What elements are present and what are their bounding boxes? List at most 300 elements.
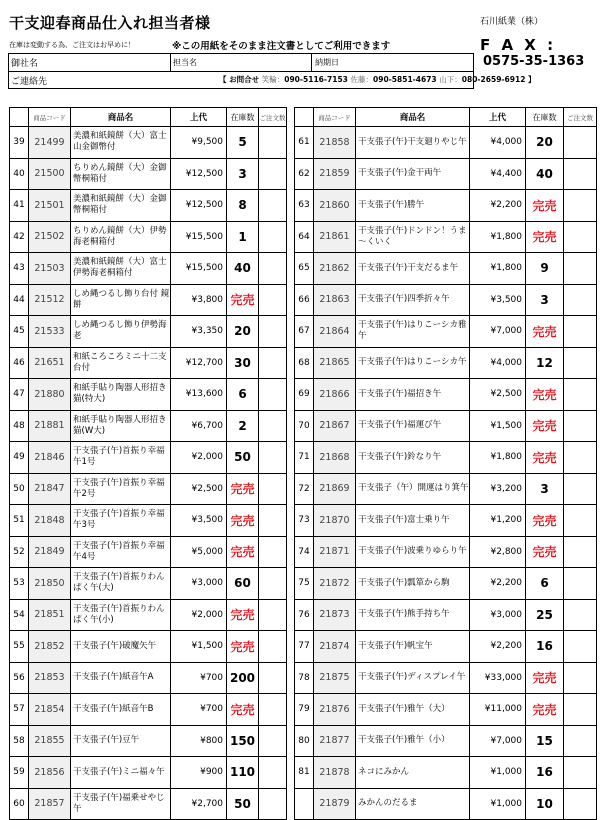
product-code: 21877 <box>314 725 356 757</box>
order-quantity-cell[interactable] <box>259 253 287 285</box>
stock-count: 完売 <box>526 694 564 726</box>
row-number: 65 <box>295 253 314 285</box>
product-price: ¥1,000 <box>470 757 526 789</box>
row-number: 43 <box>10 253 29 285</box>
product-name: 干支張子(午)福乗せやじ午 <box>71 788 171 820</box>
stock-count: 40 <box>526 158 564 190</box>
product-code: 21853 <box>29 662 71 694</box>
table-row <box>10 725 287 757</box>
stock-count: 完売 <box>526 190 564 222</box>
table-row <box>295 662 597 694</box>
product-price: ¥7,000 <box>470 316 526 348</box>
stock-notice: 在庫は変動する為、ご注文はお早めに！ <box>9 41 135 49</box>
product-name: 干支張子(午)福運び午 <box>356 410 470 442</box>
table-row <box>10 253 287 285</box>
contact-info <box>219 74 536 85</box>
stock-count: 40 <box>227 253 259 285</box>
stock-count: 完売 <box>526 442 564 474</box>
info-divider <box>170 54 171 71</box>
stock-count: 完売 <box>526 410 564 442</box>
row-number: 72 <box>295 473 314 505</box>
product-code: 21502 <box>29 221 71 253</box>
order-quantity-cell[interactable] <box>259 757 287 789</box>
contact-phone: 090-5116-7153 <box>284 75 348 84</box>
order-quantity-cell[interactable] <box>564 599 597 631</box>
order-quantity-cell[interactable] <box>259 568 287 600</box>
product-price: ¥1,800 <box>470 221 526 253</box>
product-price: ¥1,500 <box>470 410 526 442</box>
stock-count: 完売 <box>227 599 259 631</box>
date-field-label: 納期日 <box>315 58 339 67</box>
order-quantity-cell[interactable] <box>564 662 597 694</box>
product-code: 21533 <box>29 316 71 348</box>
product-price: ¥33,000 <box>470 662 526 694</box>
order-quantity-cell[interactable] <box>259 379 287 411</box>
product-name: 干支張子(午)雅午（小） <box>356 725 470 757</box>
product-name: 干支張子(午)干支だるま午 <box>356 253 470 285</box>
row-number: 50 <box>10 473 29 505</box>
stock-count: 16 <box>526 631 564 663</box>
row-number: 57 <box>10 694 29 726</box>
order-quantity-cell[interactable] <box>564 379 597 411</box>
order-quantity-cell[interactable] <box>259 127 287 159</box>
stock-count: 12 <box>526 347 564 379</box>
order-quantity-cell[interactable] <box>564 725 597 757</box>
product-code: 21851 <box>29 599 71 631</box>
stock-count: 3 <box>526 284 564 316</box>
product-name: 干支張子(午)四季折々午 <box>356 284 470 316</box>
product-price: ¥15,500 <box>171 253 227 285</box>
row-number: 53 <box>10 568 29 600</box>
product-code: 21881 <box>29 410 71 442</box>
product-name: ちりめん鏡餅（大）伊勢海老桐箱付 <box>71 221 171 253</box>
company-field-label: 御社名 <box>11 59 39 69</box>
product-table-right <box>294 107 597 820</box>
order-form-notice: ※この用紙をそのまま注文書としてご利用できます <box>172 41 391 52</box>
product-code: 21874 <box>314 631 356 663</box>
contact-name: 笑輪： <box>261 75 285 84</box>
table-row <box>10 158 287 190</box>
stock-count: 完売 <box>526 505 564 537</box>
order-quantity-cell[interactable] <box>564 158 597 190</box>
row-number: 47 <box>10 379 29 411</box>
stock-count: 完売 <box>227 284 259 316</box>
table-row <box>10 599 287 631</box>
product-code: 21854 <box>29 694 71 726</box>
table-row <box>295 694 597 726</box>
product-name: 美濃和紙鏡餅（大）富士山金御幣付 <box>71 127 171 159</box>
product-price: ¥2,500 <box>171 473 227 505</box>
row-number: 70 <box>295 410 314 442</box>
fax-number: 0575-35-1363 <box>483 54 585 69</box>
order-quantity-cell[interactable] <box>259 190 287 222</box>
stock-count: 110 <box>227 757 259 789</box>
product-code: 21858 <box>314 127 356 159</box>
table-row <box>10 190 287 222</box>
product-code: 21862 <box>314 253 356 285</box>
person-field-label: 担当名 <box>173 58 197 67</box>
order-quantity-cell[interactable] <box>564 536 597 568</box>
product-name: 和紙手貼り陶器人形招き猫(W大) <box>71 410 171 442</box>
table-row <box>10 410 287 442</box>
product-code: 21870 <box>314 505 356 537</box>
stock-count: 50 <box>227 788 259 820</box>
stock-count: 10 <box>526 788 564 820</box>
row-number: 48 <box>10 410 29 442</box>
product-code: 21880 <box>29 379 71 411</box>
product-price: ¥700 <box>171 662 227 694</box>
table-row <box>295 347 597 379</box>
product-name: 美濃和紙鏡餅（大）金御幣桐箱付 <box>71 190 171 222</box>
product-name: 干支張子(午)はりこーシカ午 <box>356 347 470 379</box>
table-row <box>295 568 597 600</box>
product-code: 21848 <box>29 505 71 537</box>
table-row <box>10 316 287 348</box>
row-number: 67 <box>295 316 314 348</box>
stock-count: 15 <box>526 725 564 757</box>
table-row <box>295 127 597 159</box>
product-code: 21863 <box>314 284 356 316</box>
product-price: ¥4,000 <box>470 127 526 159</box>
product-code: 21857 <box>29 788 71 820</box>
product-price: ¥15,500 <box>171 221 227 253</box>
product-name: 干支張子(午)紙音午A <box>71 662 171 694</box>
product-name: 干支張子（午）開運はり箕午 <box>356 473 470 505</box>
contact-name: 佐藤： <box>350 75 374 84</box>
product-code: 21503 <box>29 253 71 285</box>
product-code: 21864 <box>314 316 356 348</box>
product-code: 21866 <box>314 379 356 411</box>
product-code: 21869 <box>314 473 356 505</box>
product-name: 干支張子(午)首振り幸福午2号 <box>71 473 171 505</box>
product-price: ¥800 <box>171 725 227 757</box>
product-name: 干支張子(午)破魔矢午 <box>71 631 171 663</box>
row-number: 60 <box>10 788 29 820</box>
product-name: 干支張子(午)はりこーシカ雅午 <box>356 316 470 348</box>
row-number: 49 <box>10 442 29 474</box>
product-price: ¥12,700 <box>171 347 227 379</box>
product-price: ¥12,500 <box>171 158 227 190</box>
fax-label: F A X : <box>480 36 557 54</box>
table-row <box>10 505 287 537</box>
product-price: ¥9,500 <box>171 127 227 159</box>
order-quantity-cell[interactable] <box>259 347 287 379</box>
row-number: 66 <box>295 284 314 316</box>
product-price: ¥3,500 <box>470 284 526 316</box>
stock-count: 完売 <box>526 662 564 694</box>
order-quantity-cell[interactable] <box>564 757 597 789</box>
product-price: ¥1,800 <box>470 253 526 285</box>
table-row <box>10 284 287 316</box>
product-price: ¥1,500 <box>171 631 227 663</box>
table-row <box>10 788 287 820</box>
row-number: 74 <box>295 536 314 568</box>
col-header-no <box>295 108 314 127</box>
table-row <box>295 505 597 537</box>
product-price: ¥6,700 <box>171 410 227 442</box>
product-price: ¥2,800 <box>470 536 526 568</box>
product-price: ¥11,000 <box>470 694 526 726</box>
product-name: 干支張子(午)鈴なり午 <box>356 442 470 474</box>
product-price: ¥5,000 <box>171 536 227 568</box>
product-name: しめ縄つるし飾り台付 鏡餅 <box>71 284 171 316</box>
order-quantity-cell[interactable] <box>259 316 287 348</box>
table-row <box>295 442 597 474</box>
product-code: 21512 <box>29 284 71 316</box>
table-row <box>10 536 287 568</box>
table-row <box>10 442 287 474</box>
stock-count: 完売 <box>227 536 259 568</box>
order-quantity-cell[interactable] <box>259 221 287 253</box>
product-name: 和紙ころころミニ十二支台付 <box>71 347 171 379</box>
col-header-order: ご注文数 <box>259 108 287 127</box>
order-quantity-cell[interactable] <box>564 316 597 348</box>
product-name: みかんのだるま <box>356 788 470 820</box>
product-name: 干支張子(午)富士乗り午 <box>356 505 470 537</box>
product-name: 干支張子(午)紙音午B <box>71 694 171 726</box>
stock-count: 30 <box>227 347 259 379</box>
info-divider <box>9 71 473 72</box>
product-price: ¥1,200 <box>470 505 526 537</box>
product-price: ¥13,600 <box>171 379 227 411</box>
row-number: 62 <box>295 158 314 190</box>
table-row <box>295 473 597 505</box>
col-header-order: ご注文数 <box>564 108 597 127</box>
row-number: 40 <box>10 158 29 190</box>
product-name: 干支張子(午)干支廻りやじ午 <box>356 127 470 159</box>
table-row <box>295 631 597 663</box>
stock-count: 完売 <box>526 221 564 253</box>
order-quantity-cell[interactable] <box>564 694 597 726</box>
row-number: 76 <box>295 599 314 631</box>
order-quantity-cell[interactable] <box>564 473 597 505</box>
stock-count: 完売 <box>526 379 564 411</box>
product-name: 和紙手貼り陶器人形招き猫(特大) <box>71 379 171 411</box>
contact-name: 山下： <box>439 75 462 84</box>
product-code: 21879 <box>314 788 356 820</box>
col-header-code: 商品コード <box>314 108 356 127</box>
stock-count: 2 <box>227 410 259 442</box>
product-code: 21875 <box>314 662 356 694</box>
product-name: 干支張子(午)金干両午 <box>356 158 470 190</box>
product-price: ¥12,500 <box>171 190 227 222</box>
product-name: 干支張子(午)勝午 <box>356 190 470 222</box>
stock-count: 20 <box>227 316 259 348</box>
product-code: 21872 <box>314 568 356 600</box>
product-name: ちりめん鏡餅（大）金御幣桐箱付 <box>71 158 171 190</box>
table-row <box>295 536 597 568</box>
product-code: 21865 <box>314 347 356 379</box>
stock-count: 9 <box>526 253 564 285</box>
order-quantity-cell[interactable] <box>259 599 287 631</box>
contact-prefix: 【 お問合せ <box>219 75 260 84</box>
row-number: 77 <box>295 631 314 663</box>
product-price: ¥2,500 <box>470 379 526 411</box>
product-price: ¥2,700 <box>171 788 227 820</box>
table-row <box>295 316 597 348</box>
col-header-stock: 在庫数 <box>526 108 564 127</box>
product-price: ¥7,000 <box>470 725 526 757</box>
row-number: 69 <box>295 379 314 411</box>
table-row <box>295 757 597 789</box>
order-quantity-cell[interactable] <box>259 725 287 757</box>
product-name: 干支張子(午)福招き午 <box>356 379 470 411</box>
product-name: しめ縄つるし飾り伊勢海老 <box>71 316 171 348</box>
stock-count: 完売 <box>227 505 259 537</box>
product-price: ¥900 <box>171 757 227 789</box>
table-row <box>295 410 597 442</box>
row-number: 39 <box>10 127 29 159</box>
product-code: 21867 <box>314 410 356 442</box>
contact-phone: 080-2659-6912 】 <box>461 75 536 84</box>
col-header-price: 上代 <box>470 108 526 127</box>
product-price: ¥2,000 <box>171 599 227 631</box>
product-code: 21852 <box>29 631 71 663</box>
product-code: 21871 <box>314 536 356 568</box>
order-quantity-cell[interactable] <box>259 410 287 442</box>
stock-count: 6 <box>227 379 259 411</box>
row-number: 80 <box>295 725 314 757</box>
table-row <box>295 788 597 820</box>
table-row <box>295 253 597 285</box>
order-quantity-cell[interactable] <box>564 788 597 820</box>
row-number: 73 <box>295 505 314 537</box>
product-code: 21499 <box>29 127 71 159</box>
row-number: 64 <box>295 221 314 253</box>
product-price: ¥2,200 <box>470 631 526 663</box>
address-field-label: ご連絡先 <box>11 77 48 87</box>
page-title: 干支迎春商品仕入れ担当者様 <box>9 14 211 32</box>
order-quantity-cell[interactable] <box>564 190 597 222</box>
product-code: 21855 <box>29 725 71 757</box>
stock-count: 完売 <box>526 536 564 568</box>
product-price: ¥3,350 <box>171 316 227 348</box>
table-row <box>295 599 597 631</box>
product-code: 21859 <box>314 158 356 190</box>
product-name: 干支張子(午)首振り幸福午1号 <box>71 442 171 474</box>
product-price: ¥3,000 <box>171 568 227 600</box>
product-code: 21868 <box>314 442 356 474</box>
product-price: ¥3,000 <box>470 599 526 631</box>
order-quantity-cell[interactable] <box>564 284 597 316</box>
stock-count: 完売 <box>526 316 564 348</box>
product-code: 21501 <box>29 190 71 222</box>
col-header-name: 商品名 <box>356 108 470 127</box>
row-number: 55 <box>10 631 29 663</box>
order-quantity-cell[interactable] <box>564 568 597 600</box>
stock-count: 150 <box>227 725 259 757</box>
order-quantity-cell[interactable] <box>259 442 287 474</box>
order-quantity-cell[interactable] <box>259 284 287 316</box>
order-quantity-cell[interactable] <box>564 410 597 442</box>
row-number: 44 <box>10 284 29 316</box>
table-row <box>10 221 287 253</box>
order-quantity-cell[interactable] <box>259 536 287 568</box>
product-table-left <box>9 107 287 820</box>
table-row <box>10 631 287 663</box>
col-header-stock: 在庫数 <box>227 108 259 127</box>
order-quantity-cell[interactable] <box>259 694 287 726</box>
table-row <box>295 158 597 190</box>
product-code: 21847 <box>29 473 71 505</box>
product-name: 干支張子(午)首振りわんぱく午(大) <box>71 568 171 600</box>
order-quantity-cell[interactable] <box>564 631 597 663</box>
row-number: 68 <box>295 347 314 379</box>
stock-count: 完売 <box>227 473 259 505</box>
product-code: 21861 <box>314 221 356 253</box>
order-quantity-cell[interactable] <box>259 505 287 537</box>
product-price: ¥1,800 <box>470 442 526 474</box>
product-name: 干支張子(午)ディスプレイ午 <box>356 662 470 694</box>
order-quantity-cell[interactable] <box>564 221 597 253</box>
product-name: 干支張子(午)首振りわんぱく午(小) <box>71 599 171 631</box>
order-quantity-cell[interactable] <box>564 347 597 379</box>
table-row <box>10 568 287 600</box>
product-price: ¥1,000 <box>470 788 526 820</box>
row-number: 45 <box>10 316 29 348</box>
col-header-name: 商品名 <box>71 108 171 127</box>
product-name: 干支張子(午)帆宝午 <box>356 631 470 663</box>
product-name: 美濃和紙鏡餅（大）富士伊勢海老桐箱付 <box>71 253 171 285</box>
row-number: 78 <box>295 662 314 694</box>
product-name: 干支張子(午)瓢箪から駒 <box>356 568 470 600</box>
order-quantity-cell[interactable] <box>564 505 597 537</box>
order-quantity-cell[interactable] <box>259 631 287 663</box>
row-number: 41 <box>10 190 29 222</box>
table-row <box>295 284 597 316</box>
stock-count: 8 <box>227 190 259 222</box>
stock-count: 50 <box>227 442 259 474</box>
stock-count: 60 <box>227 568 259 600</box>
product-code: 21500 <box>29 158 71 190</box>
row-number: 46 <box>10 347 29 379</box>
order-quantity-cell[interactable] <box>259 473 287 505</box>
table-row <box>10 473 287 505</box>
product-code: 21846 <box>29 442 71 474</box>
stock-count: 200 <box>227 662 259 694</box>
row-number <box>295 788 314 820</box>
row-number: 58 <box>10 725 29 757</box>
product-price: ¥2,200 <box>470 190 526 222</box>
row-number: 61 <box>295 127 314 159</box>
table-row <box>10 662 287 694</box>
stock-count: 20 <box>526 127 564 159</box>
product-name: 干支張子(午)ドンドン！うま～くいく <box>356 221 470 253</box>
table-row <box>10 694 287 726</box>
product-code: 21651 <box>29 347 71 379</box>
stock-count: 完売 <box>227 694 259 726</box>
row-number: 56 <box>10 662 29 694</box>
row-number: 79 <box>295 694 314 726</box>
product-code: 21850 <box>29 568 71 600</box>
order-quantity-cell[interactable] <box>564 253 597 285</box>
stock-count: 16 <box>526 757 564 789</box>
row-number: 52 <box>10 536 29 568</box>
table-row <box>10 757 287 789</box>
order-quantity-cell[interactable] <box>259 788 287 820</box>
product-price: ¥4,400 <box>470 158 526 190</box>
stock-count: 6 <box>526 568 564 600</box>
product-name: 干支張子(午)豆午 <box>71 725 171 757</box>
product-code: 21856 <box>29 757 71 789</box>
order-quantity-cell[interactable] <box>259 158 287 190</box>
order-quantity-cell[interactable] <box>259 662 287 694</box>
product-price: ¥2,000 <box>171 442 227 474</box>
order-quantity-cell[interactable] <box>564 127 597 159</box>
product-name: 干支張子(午)首振り幸福午4号 <box>71 536 171 568</box>
order-quantity-cell[interactable] <box>564 442 597 474</box>
product-code: 21876 <box>314 694 356 726</box>
